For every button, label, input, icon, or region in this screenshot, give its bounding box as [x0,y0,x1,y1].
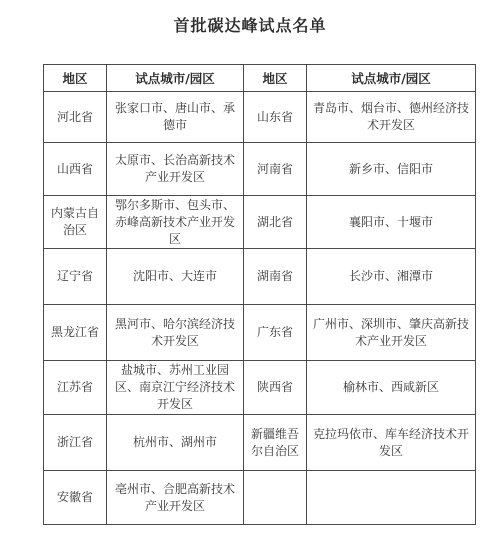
region-cell [244,471,307,525]
region-cell: 山东省 [244,92,307,143]
cities-cell: 盐城市、苏州工业园区、南京江宁经济技术开发区 [107,361,244,415]
region-cell: 安徽省 [44,471,107,525]
table-header-row [44,65,476,92]
region-cell: 湖北省 [244,196,307,249]
region-cell: 河南省 [244,143,307,196]
cities-cell [307,471,476,525]
cities-cell: 克拉玛依市、库车经济技术开发区 [307,415,476,471]
cities-cell: 黑河市、哈尔滨经济技术开发区 [107,305,244,361]
header-cities-right: 试点城市/园区 [307,65,476,92]
header-region-right: 地区 [244,65,307,92]
region-cell: 湖南省 [244,249,307,305]
cities-cell: 亳州市、合肥高新技术产业开发区 [107,471,244,525]
cities-cell: 沈阳市、大连市 [107,249,244,305]
table-row [44,196,476,249]
cities-cell: 新乡市、信阳市 [307,143,476,196]
pilot-list-table [43,64,476,525]
cities-cell: 长沙市、湘潭市 [307,249,476,305]
table-row [44,471,476,525]
region-cell: 广东省 [244,305,307,361]
region-cell: 河北省 [44,92,107,143]
table-row [44,92,476,143]
region-cell: 陕西省 [244,361,307,415]
table-row [44,143,476,196]
header-region-left: 地区 [44,65,107,92]
header-cities-left: 试点城市/园区 [107,65,244,92]
region-cell: 黑龙江省 [44,305,107,361]
region-cell: 山西省 [44,143,107,196]
region-cell: 新疆维吾尔自治区 [244,415,307,471]
region-cell: 辽宁省 [44,249,107,305]
cities-cell: 榆林市、西咸新区 [307,361,476,415]
region-cell: 内蒙古自治区 [44,196,107,249]
region-cell: 江苏省 [44,361,107,415]
cities-cell: 青岛市、烟台市、德州经济技术开发区 [307,92,476,143]
table-row [44,415,476,471]
table-row [44,361,476,415]
page-title: 首批碳达峰试点名单 [173,16,327,35]
cities-cell: 杭州市、湖州市 [107,415,244,471]
cities-cell: 鄂尔多斯市、包头市、赤峰高新技术产业开发区 [107,196,244,249]
cities-cell: 太原市、长治高新技术产业开发区 [107,143,244,196]
table-row [44,305,476,361]
cities-cell: 张家口市、唐山市、承德市 [107,92,244,143]
cities-cell: 襄阳市、十堰市 [307,196,476,249]
cities-cell: 广州市、深圳市、肇庆高新技术产业开发区 [307,305,476,361]
region-cell: 浙江省 [44,415,107,471]
table-row [44,249,476,305]
